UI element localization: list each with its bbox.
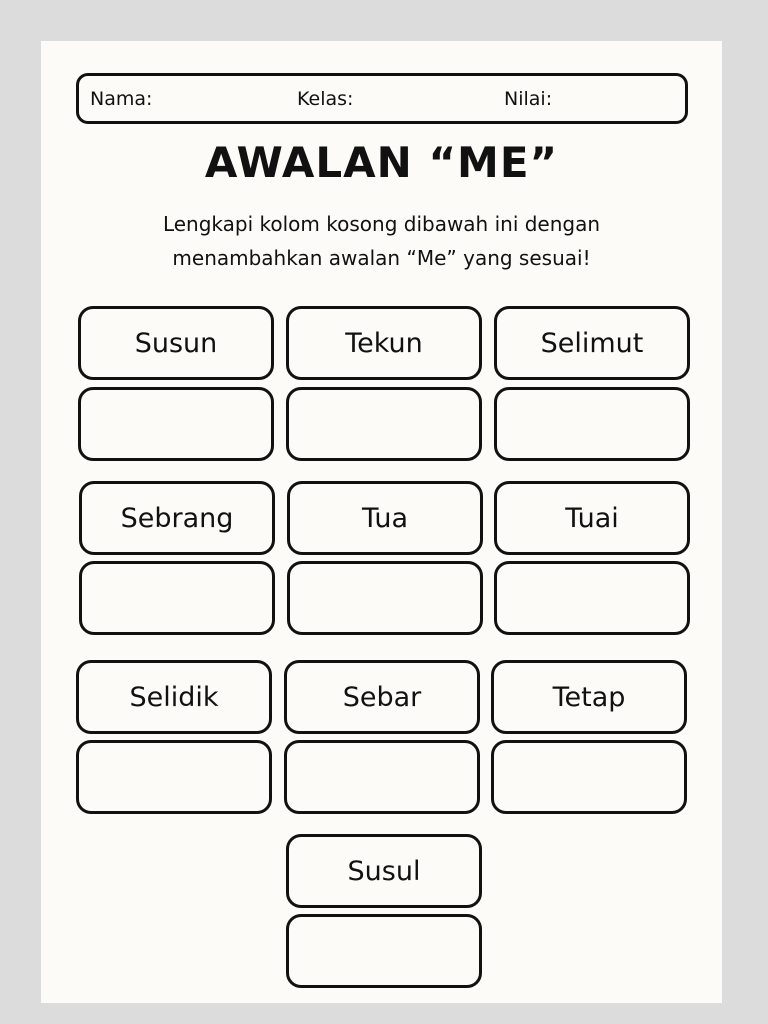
word-box-tekun: Tekun [286, 306, 482, 380]
kelas-label: Kelas: [297, 88, 354, 110]
answer-box-tuai[interactable] [494, 561, 690, 635]
answer-box-susul[interactable] [286, 914, 482, 988]
answer-box-sebar[interactable] [284, 740, 480, 814]
answer-box-tekun[interactable] [286, 387, 482, 461]
instruction-line-1: Lengkapi kolom kosong dibawah ini dengan [162, 212, 601, 236]
nama-label: Nama: [90, 88, 153, 110]
word-box-tetap: Tetap [491, 660, 687, 734]
page-title: AWALAN “ME” [204, 138, 559, 187]
word-box-sebar: Sebar [284, 660, 480, 734]
word-box-tuai: Tuai [494, 481, 690, 555]
instruction-line-2: menambahkan awalan “Me” yang sesuai! [172, 246, 591, 270]
answer-box-selidik[interactable] [76, 740, 272, 814]
word-box-selidik: Selidik [76, 660, 272, 734]
answer-box-tua[interactable] [287, 561, 483, 635]
word-box-tua: Tua [287, 481, 483, 555]
word-box-susul: Susul [286, 834, 482, 908]
answer-box-tetap[interactable] [491, 740, 687, 814]
answer-box-sebrang[interactable] [79, 561, 275, 635]
word-box-selimut: Selimut [494, 306, 690, 380]
student-info-box [76, 73, 688, 124]
answer-box-susun[interactable] [78, 387, 274, 461]
nilai-label: Nilai: [504, 88, 553, 110]
word-box-sebrang: Sebrang [79, 481, 275, 555]
word-box-susun: Susun [78, 306, 274, 380]
answer-box-selimut[interactable] [494, 387, 690, 461]
